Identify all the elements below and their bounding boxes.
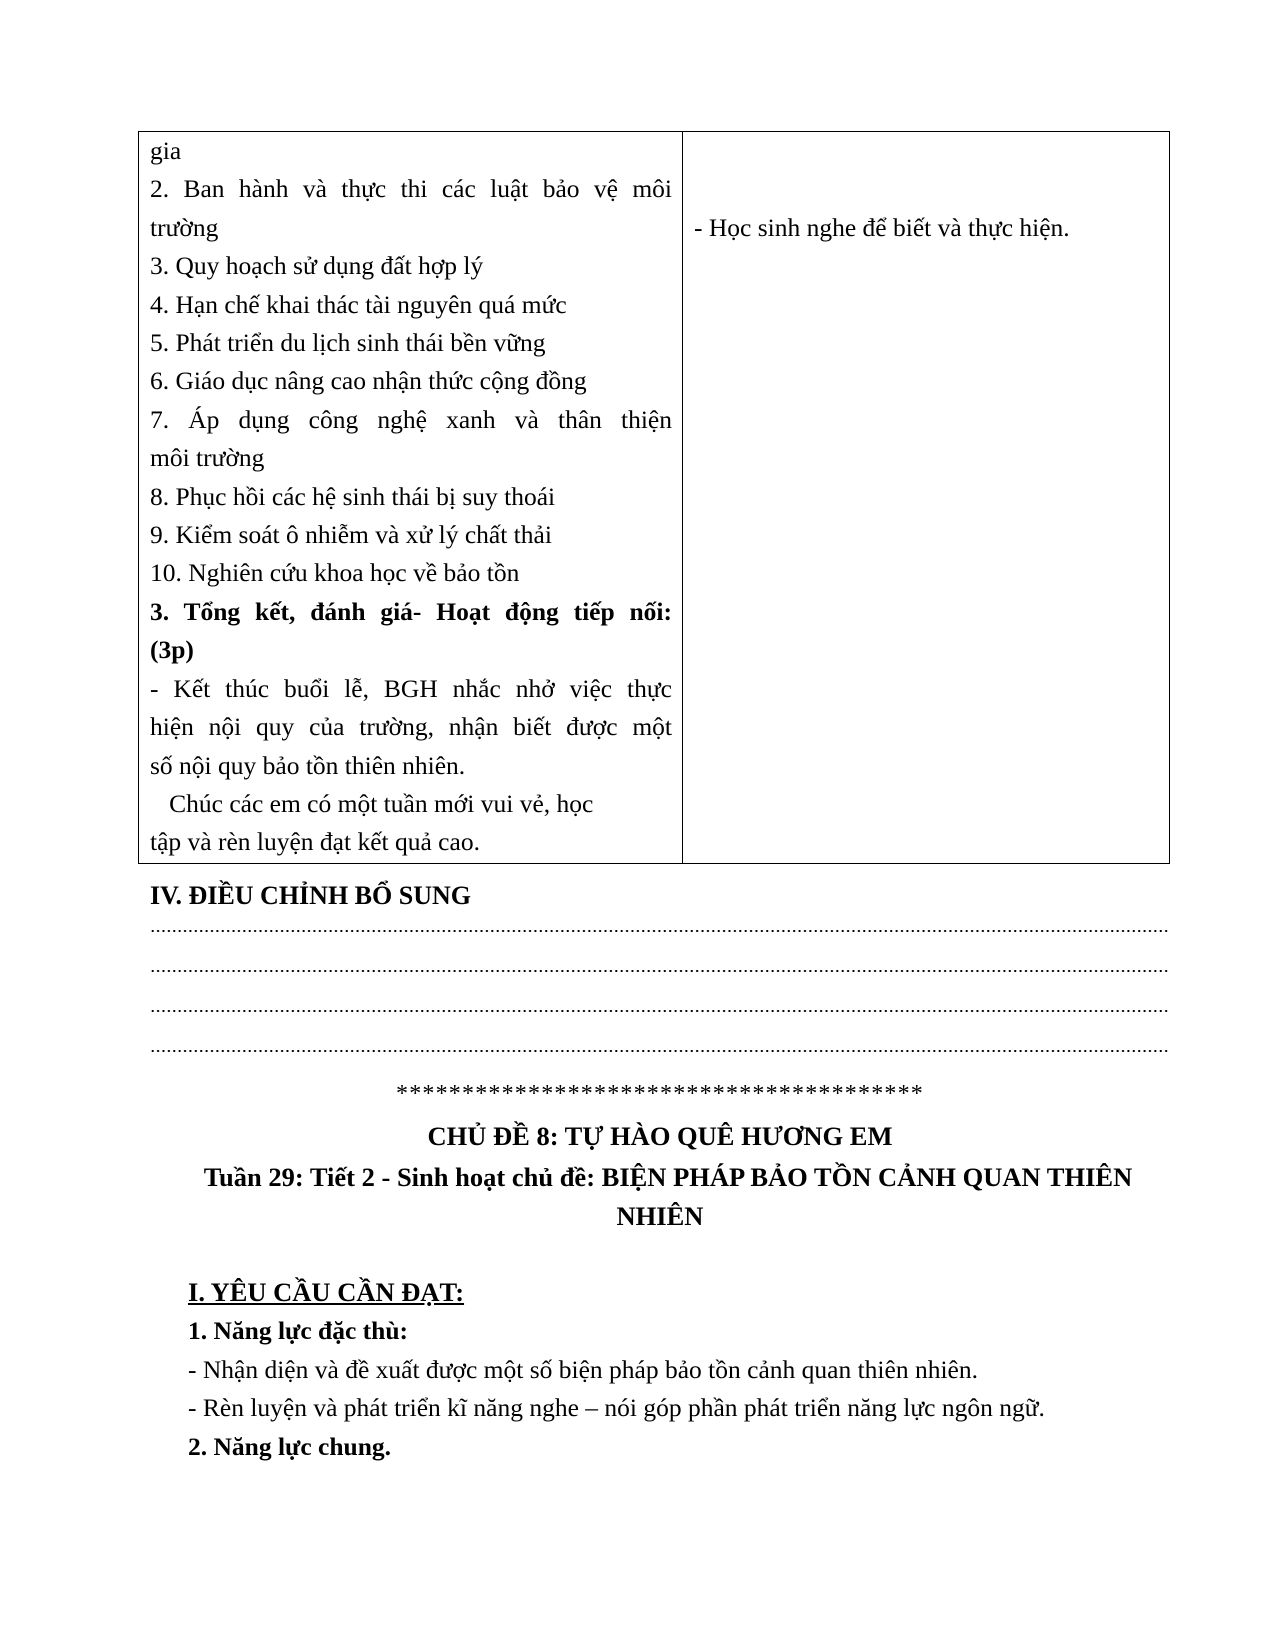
table-line: 4. Hạn chế khai thác tài nguyên quá mức [150, 289, 567, 319]
lesson-title: Tuần 29: Tiết 2 - Sinh hoạt chủ đề: BIỆN PHÁP BẢO TỒN CẢNH QUAN THIÊN [203, 1162, 1133, 1192]
requirement-item: - Nhận diện và đề xuất được một số biện pháp bảo tồn cảnh quan thiên nhiên. [188, 1355, 978, 1384]
table-line: 10. Nghiên cứu khoa học về bảo tồn [150, 558, 520, 588]
separator-stars: **************************************** [396, 1081, 924, 1107]
general-competency-heading: 2. Năng lực chung. [188, 1432, 392, 1461]
dotted-line [150, 1050, 1170, 1052]
dotted-line [150, 930, 1170, 932]
table-line: 7. Áp dụng công nghệ xanh và thân thiện [150, 404, 672, 434]
student-activity-column [683, 132, 1169, 863]
specific-competency-heading: 1. Năng lực đặc thù: [188, 1316, 409, 1345]
lesson-title-continued: NHIÊN [616, 1201, 704, 1231]
requirements-heading: I. YÊU CẦU CẦN ĐẠT: [188, 1277, 465, 1307]
teacher-activity-column [139, 132, 683, 863]
table-line: 2. Ban hành và thực thi các luật bảo vệ môi [150, 174, 672, 204]
table-line: tập và rèn luyện đạt kết quả cao. [150, 827, 480, 857]
table-line: 8. Phục hồi các hệ sinh thái bị suy thoái [150, 481, 556, 511]
dotted-line [150, 970, 1170, 972]
table-line: gia [150, 136, 182, 165]
adjustment-heading: IV. ĐIỀU CHỈNH BỔ SUNG [150, 881, 471, 910]
student-activity-text: - Học sinh nghe để biết và thực hiện. [694, 212, 1070, 242]
summary-heading: 3. Tổng kết, đánh giá- Hoạt động tiếp nối: [150, 596, 672, 626]
dotted-line [150, 1010, 1170, 1012]
activity-table [138, 131, 1170, 864]
table-line: 9. Kiểm soát ô nhiễm và xử lý chất thải [150, 520, 552, 550]
table-line: 6. Giáo dục nâng cao nhận thức cộng đồng [150, 366, 587, 396]
table-line: môi trường [150, 443, 265, 473]
table-line: hiện nội quy của trường, nhận biết được một [150, 712, 672, 742]
table-line: trường [150, 212, 219, 242]
table-line: số nội quy bảo tồn thiên nhiên. [150, 750, 466, 780]
table-line: 5. Phát triển du lịch sinh thái bền vững [150, 328, 546, 358]
table-line: Chúc các em có một tuần mới vui vẻ, học [150, 788, 594, 818]
topic-title: CHỦ ĐỀ 8: TỰ HÀO QUÊ HƯƠNG EM [427, 1121, 893, 1151]
table-line: 3. Quy hoạch sử dụng đất hợp lý [150, 251, 484, 281]
requirement-item: - Rèn luyện và phát triển kĩ năng nghe – nói góp phần phát triển năng lực ngôn ngữ. [188, 1393, 1045, 1422]
table-line: - Kết thúc buổi lễ, BGH nhắc nhở việc thực [150, 673, 672, 703]
summary-duration: (3p) [150, 635, 194, 665]
